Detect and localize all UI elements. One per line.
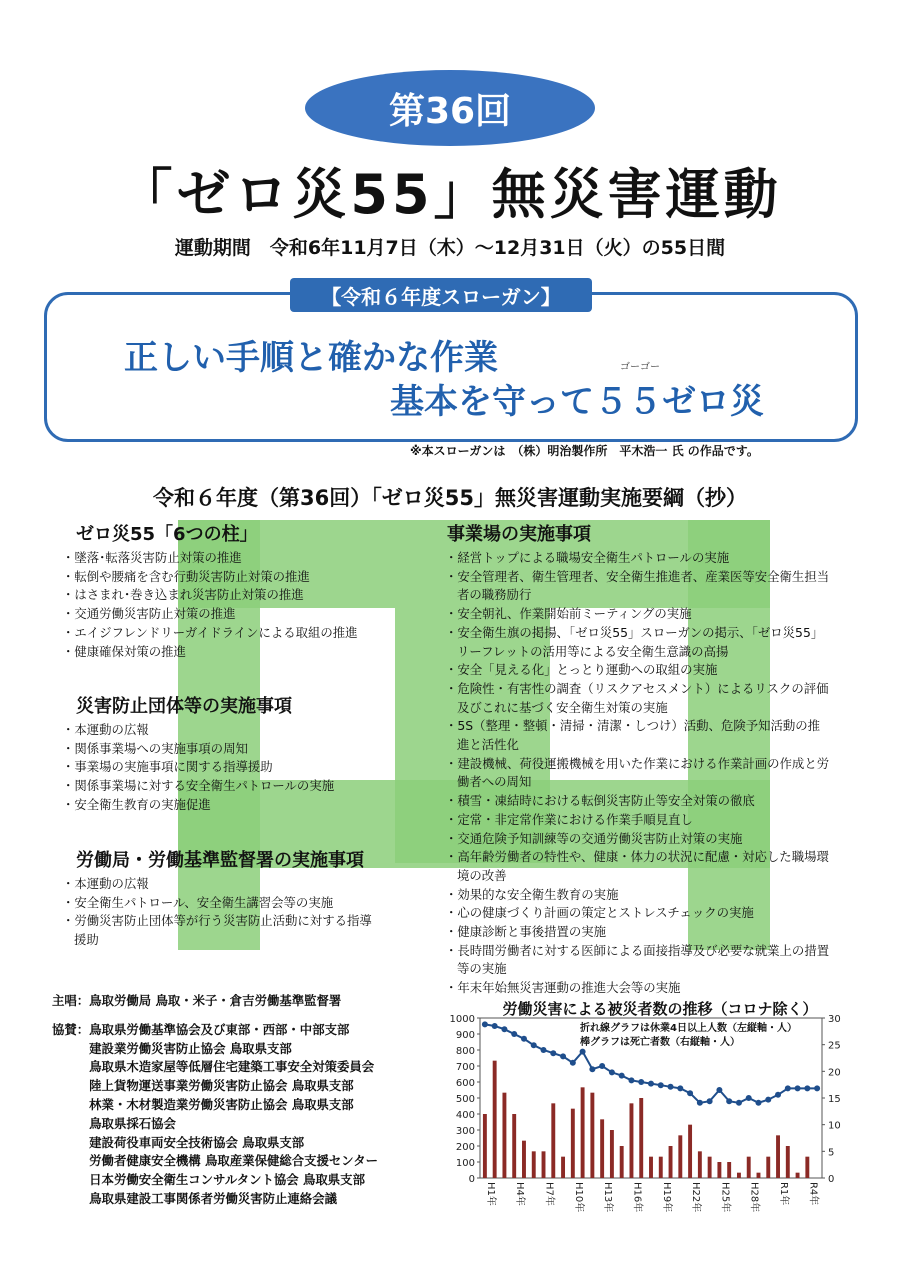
bar-H20: [669, 1146, 673, 1178]
bar-H24: [708, 1157, 712, 1178]
list-item: ・ 転倒や腰痛を含む行動災害防止対策の推進: [62, 568, 392, 587]
cosponsor-item: 陸上貨物運送事業労働災害防止協会 鳥取県支部: [89, 1078, 354, 1094]
section-workplace: [445, 520, 830, 998]
x-tick-label: H25年: [719, 1182, 731, 1213]
left-tick-label: 900: [455, 1030, 475, 1041]
x-tick-label: H16年: [631, 1182, 643, 1213]
line-point-H12: [589, 1066, 595, 1072]
line-point-H19: [658, 1082, 664, 1088]
left-tick-label: 300: [455, 1126, 475, 1137]
list-item: ・ 長時間労働者に対する医師による面接指導及び必要な就業上の措置等の実施: [445, 942, 830, 979]
list-item: ・ 関係事業場への実施事項の周知: [62, 740, 392, 759]
right-tick-label: 5: [828, 1147, 835, 1159]
bar-H5: [522, 1141, 526, 1178]
cosponsor-item: 鳥取県建設工事関係者労働災害防止連絡会議: [89, 1190, 337, 1206]
bar-R1: [776, 1135, 780, 1178]
line-point-H15: [619, 1073, 625, 1079]
list-item: ・ 年末年始無災害運動の推進大会等の実施: [445, 979, 830, 998]
cosponsor-item: 鳥取県木造家屋等低層住宅建築工事安全対策委員会: [89, 1059, 375, 1075]
slogan-line-1: 正しい手順と確かな作業: [124, 338, 498, 378]
line-point-H24: [707, 1098, 713, 1104]
left-tick-label: 600: [455, 1078, 475, 1089]
line-point-H7: [541, 1047, 547, 1053]
list-item: ・ 5S（整理・整頓・清掃・清潔・しつけ）活動、危険予知活動の推進と活性化: [445, 717, 830, 754]
left-tick-label: 1000: [449, 1014, 475, 1025]
line-point-R1: [775, 1092, 781, 1098]
bar-H9: [561, 1157, 565, 1178]
left-tick-label: 100: [455, 1158, 475, 1169]
left-tick-label: 800: [455, 1046, 475, 1057]
right-tick-label: 25: [828, 1040, 841, 1052]
line-point-H23: [697, 1100, 703, 1106]
campaign-period: 運動期間 令和6年11月7日（木）～12月31日（火）の55日間: [174, 237, 726, 259]
bar-H16: [630, 1103, 634, 1178]
bar-H12: [590, 1093, 594, 1178]
line-point-H20: [668, 1084, 674, 1090]
bar-H23: [698, 1151, 702, 1178]
x-tick-label: H7年: [543, 1182, 555, 1206]
line-point-H14: [609, 1069, 615, 1075]
list-item: ・ 安全衛生教育の実施促進: [62, 796, 392, 815]
line-point-H1: [482, 1021, 488, 1027]
section-heading: 労働局・労働基準監督署の実施事項: [76, 850, 364, 871]
x-tick-label: H1年: [484, 1182, 496, 1206]
line-point-H6: [531, 1042, 537, 1048]
bar-R2: [786, 1146, 790, 1178]
left-tick-label: 400: [455, 1110, 475, 1121]
page-title: 「ゼロ災55」無災害運動: [118, 163, 782, 226]
line-point-H21: [677, 1085, 683, 1091]
list-item: ・ 定常・非定常作業における作業手順見直し: [445, 811, 830, 830]
left-tick-label: 700: [455, 1062, 475, 1073]
left-tick-label: 0: [468, 1174, 475, 1185]
list-item: ・ 労働災害防止団体等が行う災害防止活動に対する指導援助: [62, 912, 380, 949]
section-six-pillars: [62, 520, 392, 661]
line-point-H16: [628, 1077, 634, 1083]
line-point-H27: [736, 1100, 742, 1106]
cosponsor-item: 建設業労働災害防止協会 鳥取県支部: [89, 1040, 292, 1056]
bar-H8: [551, 1103, 555, 1178]
list-item: ・ 交通危険予知訓練等の交通労働災害防止対策の実施: [445, 830, 830, 849]
list-item: ・ 交通労働災害防止対策の推進: [62, 605, 392, 624]
section-heading: 事業場の実施事項: [447, 524, 591, 545]
chart-note-bar: 棒グラフは死亡者数（右縦軸・人）: [580, 1037, 740, 1048]
chart-note-line: 折れ線グラフは休業4日以上人数（左縦軸・人）: [580, 1023, 797, 1034]
line-point-H29: [755, 1100, 761, 1106]
bar-H26: [727, 1162, 731, 1178]
section-labor-bureau: [62, 846, 392, 950]
x-tick-label: H13年: [602, 1182, 614, 1213]
list-item: ・ 積雪・凍結時における転倒災害防止等安全対策の徹底: [445, 792, 830, 811]
right-tick-label: 20: [828, 1067, 841, 1079]
cosponsor-row: [52, 1021, 442, 1209]
right-tick-label: 0: [828, 1174, 835, 1185]
bar-H21: [678, 1135, 682, 1178]
right-tick-label: 10: [828, 1120, 841, 1132]
bar-H13: [600, 1119, 604, 1178]
list-item: ・ はさまれ･巻き込まれ災害防止対策の推進: [62, 586, 392, 605]
bar-H27: [737, 1173, 741, 1178]
line-point-H10: [570, 1060, 576, 1066]
line-point-H30: [765, 1097, 771, 1103]
line-point-H22: [687, 1090, 693, 1096]
list-item: ・ 事業場の実施事項に関する指導援助: [62, 758, 392, 777]
cosponsor-item: 日本労働安全衛生コンサルタント協会 鳥取県支部: [89, 1172, 365, 1188]
left-tick-label: 200: [455, 1142, 475, 1153]
line-point-H28: [746, 1095, 752, 1101]
cosponsor-item: 鳥取県採石協会: [89, 1115, 176, 1131]
line-point-H18: [648, 1081, 654, 1087]
edition-badge: [305, 70, 595, 146]
bar-H3: [502, 1093, 506, 1178]
host-row: [52, 992, 442, 1011]
bar-H14: [610, 1130, 614, 1178]
chart-title: 労働災害による被災者数の推移（コロナ除く）: [502, 1000, 818, 1018]
bar-H10: [571, 1109, 575, 1178]
list-item: ・ 本運動の広報: [62, 721, 392, 740]
list-item: ・ 心の健康づくり計画の策定とストレスチェックの実施: [445, 904, 830, 923]
section-heading: 災害防止団体等の実施事項: [76, 696, 292, 717]
bar-H2: [493, 1061, 497, 1178]
section-heading: ゼロ災55「6つの柱」: [76, 524, 258, 545]
list-item: ・ 安全朝礼、作業開始前ミーティングの実施: [445, 605, 830, 624]
cosponsor-item: 林業・木材製造業労働災害防止協会 鳥取県支部: [89, 1096, 354, 1112]
bar-H22: [688, 1125, 692, 1178]
x-tick-label: R1年: [778, 1182, 790, 1206]
list-item: ・ 効果的な安全衛生教育の実施: [445, 886, 830, 905]
bar-H15: [620, 1146, 624, 1178]
line-point-H3: [501, 1026, 507, 1032]
list-item: ・ 高年齢労働者の特性や、健康・体力の状況に配慮・対応した職場環境の改善: [445, 848, 830, 885]
line-point-H2: [492, 1023, 498, 1029]
list-item: ・ 墜落･転落災害防止対策の推進: [62, 549, 392, 568]
list-item: ・ 本運動の広報: [62, 875, 380, 894]
list-item: ・ 安全管理者、衛生管理者、安全衛生推進者、産業医等安全衛生担当者の職務励行: [445, 568, 830, 605]
bar-H17: [639, 1098, 643, 1178]
line-point-H9: [560, 1053, 566, 1059]
list-item: ・ 健康確保対策の推進: [62, 643, 392, 662]
line-point-H13: [599, 1063, 605, 1069]
bar-H28: [747, 1157, 751, 1178]
right-tick-label: 15: [828, 1094, 841, 1105]
line-point-R2: [785, 1085, 791, 1091]
x-tick-label: H4年: [514, 1182, 526, 1206]
slogan-ruby: ゴーゴー: [620, 362, 660, 373]
cosponsor-item: 鳥取県労働基準協会及び東部・西部・中部支部: [89, 1021, 350, 1037]
bar-H7: [542, 1151, 546, 1178]
list-item: ・ 安全衛生パトロール、安全衛生講習会等の実施: [62, 894, 380, 913]
bar-H30: [766, 1157, 770, 1178]
bar-H6: [532, 1151, 536, 1178]
line-point-H8: [550, 1050, 556, 1056]
section-prevention-groups: [62, 692, 392, 815]
x-tick-label: H28年: [748, 1182, 760, 1213]
x-tick-label: H19年: [660, 1182, 672, 1213]
cosponsor-item: 労働者健康安全機構 鳥取産業保健総合支援センター: [89, 1153, 378, 1169]
bar-H1: [483, 1114, 487, 1178]
list-item: ・ 安全「見える化」とっとり運動への取組の実施: [445, 661, 830, 680]
list-item: ・ 経営トップによる職場安全衛生パトロールの実施: [445, 549, 830, 568]
list-item: ・ 危険性・有害性の調査（リスクアセスメント）によるリスクの評価及びこれに基づく安全衛生対策の実施: [445, 680, 830, 717]
x-tick-label: H22年: [690, 1182, 702, 1213]
bar-H19: [659, 1157, 663, 1178]
line-point-H4: [511, 1031, 517, 1037]
x-tick-label: R4年: [807, 1182, 819, 1206]
accident-chart: [440, 1010, 860, 1220]
organizers-block: [52, 992, 442, 1209]
list-item: ・ 健康診断と事後措置の実施: [445, 923, 830, 942]
list-item: ・ 建設機械、荷役運搬機械を用いた作業における作業計画の作成と労働者への周知: [445, 755, 830, 792]
list-item: ・ 安全衛生旗の掲揚、「ゼロ災55」スローガンの掲示、「ゼロ災55」リーフレットの活用等による安全衛生意識の高揚: [445, 624, 830, 661]
bar-H25: [717, 1162, 721, 1178]
line-point-R4: [804, 1085, 810, 1091]
slogan-credit: ※本スローガンは （株）明治製作所 平木浩一 氏 の作品です。: [410, 444, 759, 458]
line-point-R5: [814, 1085, 820, 1091]
left-tick-label: 500: [455, 1094, 475, 1105]
host-text: 鳥取労働局 鳥取・米子・倉吉労働基準監督署: [89, 993, 342, 1008]
line-point-H17: [638, 1079, 644, 1085]
line-point-H5: [521, 1036, 527, 1042]
slogan-line-2: 基本を守って５５ゼロ災: [390, 382, 764, 422]
line-point-H25: [716, 1087, 722, 1093]
slogan-tag: 【令和６年度スローガン】: [290, 278, 592, 312]
right-tick-label: 30: [828, 1014, 841, 1025]
cosponsor-label: 協賛：: [52, 1021, 90, 1037]
list-item: ・ エイジフレンドリーガイドラインによる取組の推進: [62, 624, 392, 643]
line-point-H26: [726, 1098, 732, 1104]
bar-R3: [796, 1173, 800, 1178]
bar-H11: [581, 1087, 585, 1178]
list-item: ・ 関係事業場に対する安全衛生パトロールの実施: [62, 777, 392, 796]
host-label: 主唱：: [52, 993, 90, 1008]
bar-H4: [512, 1114, 516, 1178]
edition-text: 第36回: [388, 90, 512, 132]
bar-R4: [805, 1157, 809, 1178]
bar-H29: [757, 1173, 761, 1178]
x-tick-label: H10年: [572, 1182, 584, 1213]
line-point-R3: [795, 1085, 801, 1091]
outline-title: 令和６年度（第36回）「ゼロ災55」無災害運動実施要綱（抄）: [153, 486, 747, 510]
cosponsor-item: 建設荷役車両安全技術協会 鳥取県支部: [89, 1134, 305, 1150]
line-point-H11: [580, 1049, 586, 1055]
bar-H18: [649, 1157, 653, 1178]
